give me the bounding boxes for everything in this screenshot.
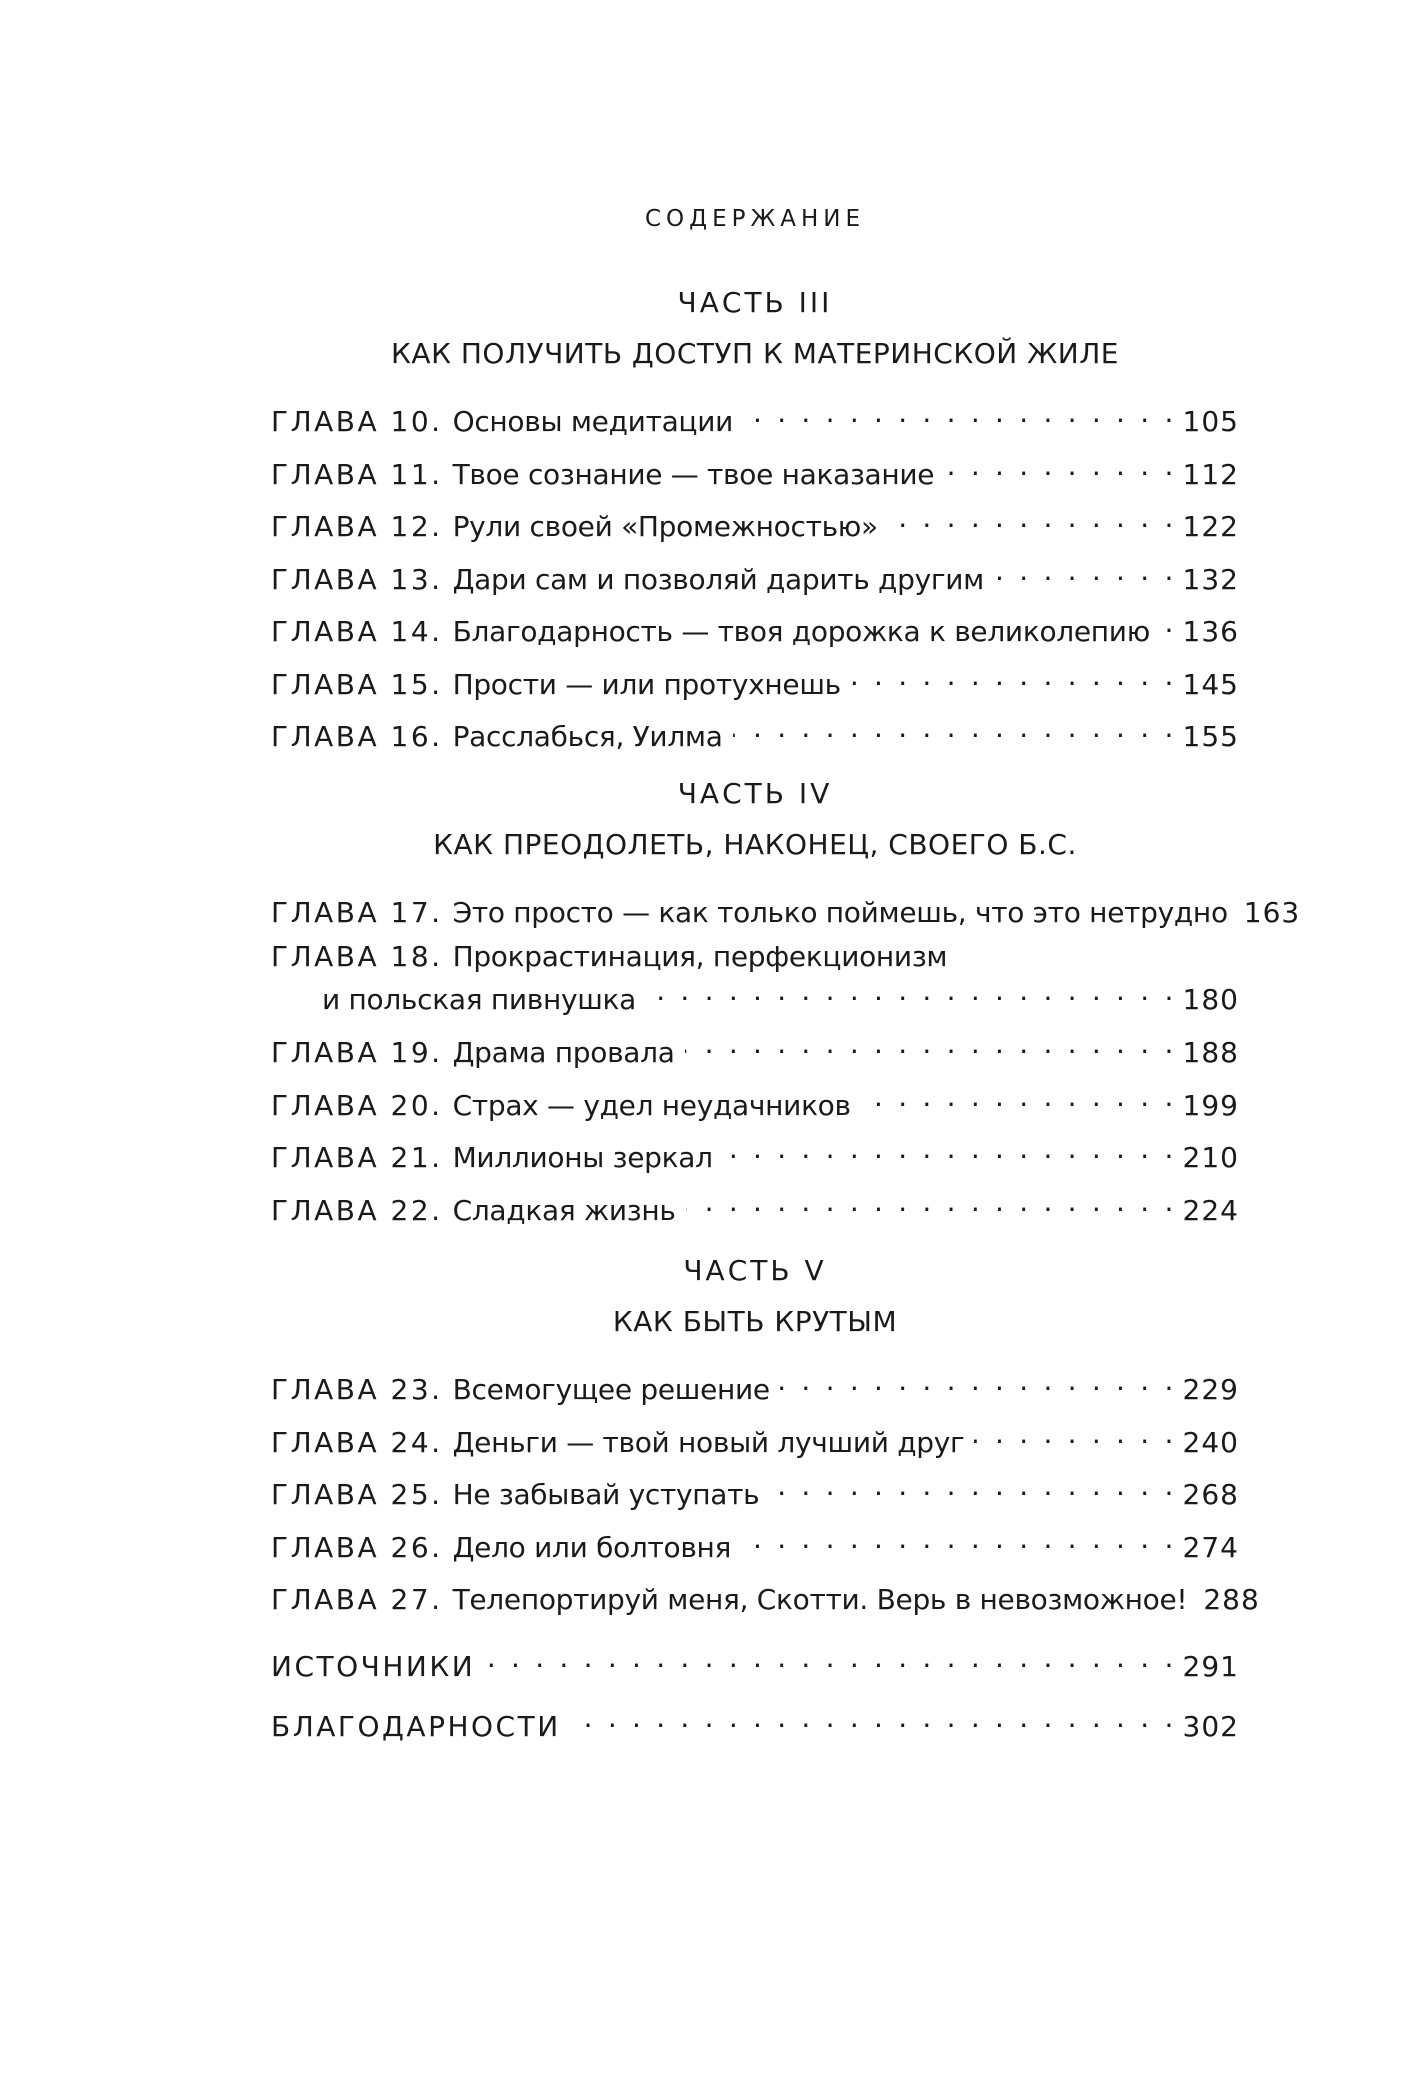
chapter-label: ГЛАВА 16. <box>271 720 443 753</box>
dot-leader <box>861 1079 1177 1115</box>
chapter-title: Телепортируй меня, Скотти. Верь в невозможное! <box>452 1583 1188 1616</box>
toc-appendix-entry[interactable] <box>271 1640 1239 1685</box>
toc-entry[interactable] <box>271 658 1239 703</box>
page-number: 210 <box>1182 1141 1239 1174</box>
toc-entry[interactable] <box>271 710 1239 755</box>
part-title: ЧАСТЬ III <box>677 286 833 319</box>
toc-entry[interactable] <box>271 939 1239 1018</box>
dot-leader <box>1160 605 1177 641</box>
appendix-label: БЛАГОДАРНОСТИ <box>271 1710 561 1743</box>
page-number: 136 <box>1182 615 1239 648</box>
part-subtitle: КАК БЫТЬ КРУТЫМ <box>612 1305 898 1338</box>
toc-entry[interactable] <box>271 553 1239 598</box>
dot-leader <box>646 973 1177 1009</box>
page-header: СОДЕРЖАНИЕ <box>644 206 866 232</box>
dot-leader <box>994 553 1177 589</box>
dot-leader <box>743 395 1177 431</box>
chapter-title: Страх — удел неудачников <box>452 1088 851 1122</box>
dot-leader <box>741 1521 1176 1557</box>
dot-leader <box>485 1640 1176 1676</box>
chapter-label: ГЛАВА 11. <box>271 457 443 491</box>
chapter-label: ГЛАВА 15. <box>271 667 443 701</box>
chapter-title: Дело или болтовня <box>452 1530 732 1564</box>
toc-entry[interactable] <box>271 1468 1239 1513</box>
page-number: 122 <box>1182 510 1239 543</box>
toc-entry[interactable] <box>271 1416 1239 1461</box>
chapter-label: ГЛАВА 26. <box>271 1530 443 1564</box>
chapter-label: ГЛАВА 21. <box>271 1141 443 1174</box>
chapter-label: ГЛАВА 20. <box>271 1088 443 1122</box>
page-number: 274 <box>1182 1530 1239 1564</box>
chapter-title: Рули своей «Промежностью» <box>452 510 878 543</box>
chapter-label: ГЛАВА 13. <box>271 562 443 596</box>
page-number: 188 <box>1182 1036 1239 1069</box>
page-number: 132 <box>1182 562 1239 596</box>
page-number: 268 <box>1182 1478 1239 1511</box>
toc-entry[interactable] <box>271 448 1239 493</box>
toc-entry[interactable] <box>271 1573 1260 1618</box>
chapter-title: Прокрастинация, перфекционизм <box>452 939 948 973</box>
toc-entry[interactable] <box>271 395 1239 440</box>
part-subtitle: КАК ПРЕОДОЛЕТЬ, НАКОНЕЦ, СВОЕГО Б.С. <box>433 828 1077 861</box>
chapter-title: Благодарность — твоя дорожка к великолепию <box>452 615 1150 648</box>
chapter-label: ГЛАВА 27. <box>271 1583 443 1616</box>
toc-entry[interactable] <box>271 1184 1239 1229</box>
dot-leader <box>686 1184 1177 1220</box>
toc-entry[interactable] <box>271 500 1239 545</box>
part-title: ЧАСТЬ V <box>683 1254 827 1287</box>
dot-leader <box>685 1026 1177 1062</box>
chapter-title: Твое сознание — твое наказание <box>452 457 935 491</box>
toc-entry[interactable] <box>271 886 1301 931</box>
chapter-title: Это просто — как только поймешь, что это нетрудно <box>452 896 1228 929</box>
toc-appendix-entry[interactable] <box>271 1700 1239 1745</box>
page-number: 302 <box>1182 1710 1239 1743</box>
chapter-label: ГЛАВА 22. <box>271 1193 443 1227</box>
page-number: 240 <box>1182 1425 1239 1459</box>
chapter-title: Дари сам и позволяй дарить другим <box>452 562 984 596</box>
dot-leader <box>851 658 1177 694</box>
toc-entry[interactable] <box>271 1363 1239 1408</box>
dot-leader <box>571 1700 1177 1736</box>
chapter-title: Основы медитации <box>452 405 733 438</box>
dot-leader <box>723 1131 1177 1167</box>
page-number: 105 <box>1182 405 1239 438</box>
chapter-title: Прости — или протухнешь <box>452 667 841 701</box>
dot-leader <box>974 1416 1176 1452</box>
chapter-label: ГЛАВА 12. <box>271 510 443 543</box>
chapter-label: ГЛАВА 10. <box>271 405 443 438</box>
chapter-label: ГЛАВА 17. <box>271 896 443 929</box>
chapter-title: Всемогущее решение <box>452 1373 770 1406</box>
chapter-title: Не забывай уступать <box>452 1478 760 1511</box>
page-number: 291 <box>1182 1650 1239 1683</box>
page-number: 112 <box>1182 457 1239 491</box>
chapter-label: ГЛАВА 14. <box>271 615 443 648</box>
chapter-title-continuation: и польская пивнушка <box>322 982 637 1016</box>
dot-leader <box>888 500 1177 536</box>
page-number: 288 <box>1203 1583 1260 1616</box>
chapter-title: Миллионы зеркал <box>452 1141 713 1174</box>
page-number: 155 <box>1182 720 1239 753</box>
chapter-title: Драма провала <box>452 1036 675 1069</box>
part-title: ЧАСТЬ IV <box>677 777 833 810</box>
chapter-label: ГЛАВА 24. <box>271 1425 443 1459</box>
dot-leader <box>769 1468 1176 1504</box>
toc-entry[interactable] <box>271 1079 1239 1124</box>
chapter-title: Расслабься, Уилма <box>452 720 723 753</box>
toc-entry[interactable] <box>271 1026 1239 1071</box>
toc-entry[interactable] <box>271 605 1239 650</box>
toc-entry[interactable] <box>271 1521 1239 1566</box>
page-number: 145 <box>1182 667 1239 701</box>
page-number: 163 <box>1243 896 1301 929</box>
dot-leader <box>733 710 1177 746</box>
chapter-label: ГЛАВА 18. <box>271 939 443 973</box>
part-subtitle: КАК ПОЛУЧИТЬ ДОСТУП К МАТЕРИНСКОЙ ЖИЛЕ <box>391 337 1119 370</box>
chapter-title: Деньги — твой новый лучший друг <box>452 1425 965 1459</box>
dot-leader <box>944 448 1176 484</box>
page-number: 224 <box>1182 1193 1239 1227</box>
chapter-title: Сладкая жизнь <box>452 1193 676 1227</box>
chapter-label: ГЛАВА 25. <box>271 1478 443 1511</box>
appendix-label: ИСТОЧНИКИ <box>271 1650 476 1683</box>
dot-leader <box>780 1363 1177 1399</box>
page-number: 199 <box>1182 1088 1239 1122</box>
page-number: 229 <box>1182 1373 1239 1406</box>
toc-entry[interactable] <box>271 1131 1239 1176</box>
chapter-label: ГЛАВА 23. <box>271 1373 443 1406</box>
chapter-label: ГЛАВА 19. <box>271 1036 443 1069</box>
page-number: 180 <box>1182 982 1239 1016</box>
